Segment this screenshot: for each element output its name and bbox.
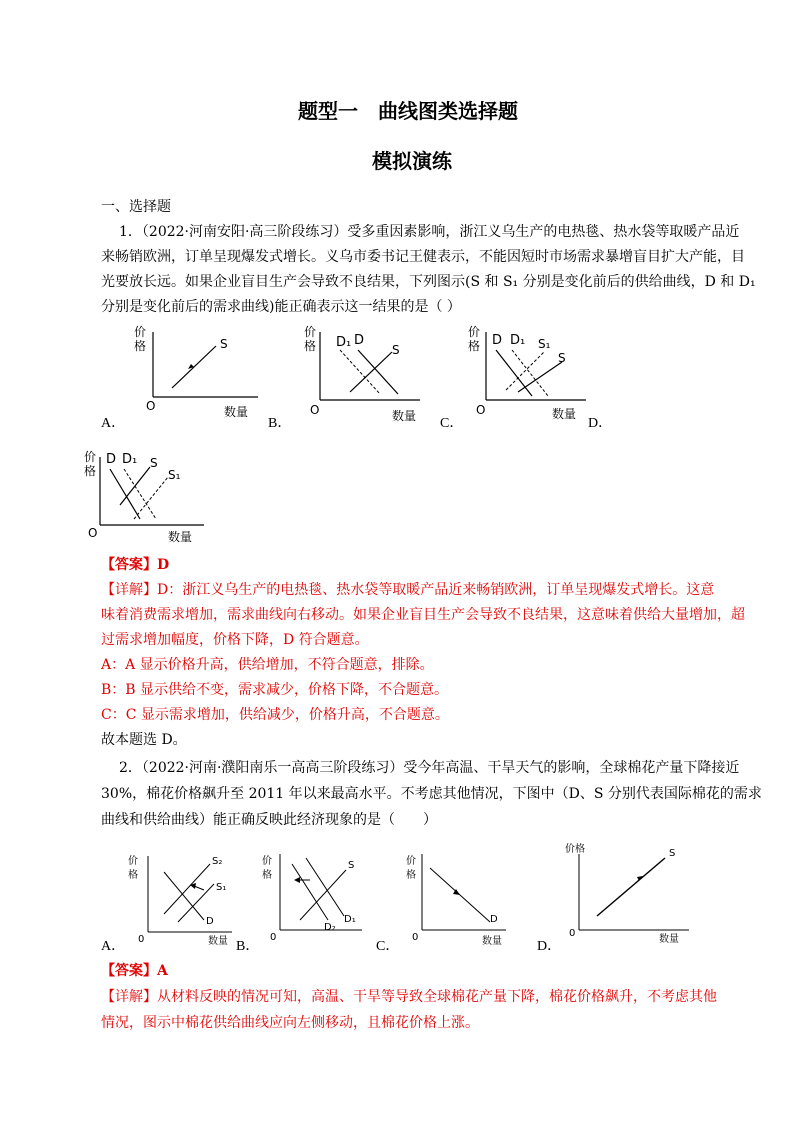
graph-label: 数量 [392,409,417,423]
graph-label: S [669,848,676,859]
supply-curve-s1 [134,477,168,519]
graph-label: 价格 [565,844,585,855]
q1-line2: 来畅销欧洲，订单呈现爆发式增长。义乌市委书记王健表示，不能因短时市场需求暴增盲目扩大产能，目 [101,249,745,265]
graph-label: 格 [128,870,138,881]
graph-label: O [476,403,486,417]
graph-label: D₁ [344,914,356,925]
graph-label: 价 [128,856,138,867]
graph-label: D₁ [510,333,526,348]
graph-label: O [88,526,98,540]
q1-detail-a: A：A 显示价格升高，供给增加，不符合题意，排除。 [101,657,434,673]
origin-label: O [146,399,156,413]
q2-graph-d [563,838,693,948]
q1-option-c: C． [440,416,464,431]
q1-detail-3: 过需求增加幅度，价格下降，D 符合题意。 [101,632,369,648]
q1-graph-a [128,322,268,422]
q2-answer: 【答案】A [101,963,168,979]
q1-graph-c [466,322,606,422]
graph-label: 价 [406,856,416,867]
q1-line1: 1．（2022·河南安阳·高三阶段练习）受多重因素影响，浙江义乌生产的电热毯、热水袋等取暖产品近 [119,224,740,240]
demand-curve-d [164,872,204,920]
q1-line3: 光要放长远。如果企业盲目生产会导致不良结果，下列图示(S 和 S₁ 分别是变化前后的供给曲线，D 和 D₁ [101,274,756,290]
section-heading: 一、选择题 [101,199,171,215]
graph-label: S₁ [168,468,181,482]
graph-label: S [150,456,158,470]
arrow-icon [294,877,300,883]
supply-curve-s [350,352,392,392]
q2-detail-1: 【详解】从材料反映的情况可知，高温、干旱等导致全球棉花产量下降，棉花价格飙升，不考虑其他 [101,989,717,1005]
q1-conclusion: 故本题选 D。 [101,732,187,748]
graph-label: 格 [468,339,481,353]
graph-label: 格 [84,464,97,478]
q1-option-d: D． [588,416,613,431]
demand-curve-d [110,469,140,519]
q1-detail-2: 味着消费需求增加，需求曲线向右移动。如果企业盲目生产会导致不良结果，这意味着供给大量增加，超 [101,607,745,623]
q2-option-b: B． [236,939,260,954]
q2-line2: 30%，棉花价格飙升至 2011 年以来最高水平。不考虑其他情况，下图中（D、S 分别代表国际棉花的需求 [101,786,762,802]
graph-label: D [490,914,498,925]
q2-line3: 曲线和供给曲线）能正确反映此经济现象的是（ ） [101,812,437,828]
graph-qty-label: 数量 [224,405,249,419]
supply-curve-s [597,858,665,916]
page-title: 题型一 曲线图类选择题 [298,99,518,123]
q2-graph-a [128,850,248,950]
graph-label: S [348,860,355,871]
graph-label: 0 [412,932,419,943]
graph-label: D [106,452,117,467]
graph-label: D [492,333,503,348]
graph-label: D₂ [324,922,336,933]
demand-curve-d2 [292,864,328,920]
graph-label: 0 [569,928,576,939]
graph-label: 数量 [659,934,679,945]
graph-label: 0 [138,934,145,945]
arrow-icon [190,883,196,889]
q1-detail-1: 【详解】D：浙江义乌生产的电热毯、热水袋等取暖产品近来畅销欧洲，订单呈现爆发式增长。这意 [101,582,715,598]
graph-label: 格 [304,339,317,353]
graph-label: O [310,403,320,417]
graph-label: 0 [270,932,277,943]
q1-graph-b [300,322,440,422]
q1-line4: 分别是变化前后的需求曲线)能正确表示这一结果的是（ ） [101,299,461,315]
graph-label: 价 [304,325,317,339]
page-subtitle: 模拟演练 [372,149,452,173]
q1-graph-d [84,447,224,547]
q1-answer: 【答案】D [101,557,170,573]
supply-curve-s [120,467,150,505]
graph-label: S [558,351,566,365]
graph-label: 价 [84,450,97,464]
q2-option-c: C． [376,939,400,954]
q2-option-a: A． [101,939,126,954]
graph-label: 格 [406,870,416,881]
graph-label: 价 [262,856,272,867]
q2-graph-c [406,850,516,950]
q1-option-b: B． [268,416,292,431]
graph-price-label: 格 [134,339,147,353]
graph-label: D₁ [122,452,138,467]
q1-detail-b: B：B 显示供给不变，需求减少，价格下降，不合题意。 [101,682,449,698]
demand-curve-d1 [340,350,380,394]
graph-label: 数量 [482,936,502,947]
graph-label: S₁ [216,882,227,893]
graph-label: D [354,333,365,348]
supply-curve-s2 [164,864,210,914]
q2-detail-2: 情况，图示中棉花供给曲线应向左侧移动，且棉花价格上涨。 [101,1015,479,1031]
graph-label: 数量 [168,530,193,544]
graph-label: S [392,343,400,357]
graph-label: S₂ [212,856,223,867]
graph-label: D [206,916,214,927]
shift-arrow [194,886,204,890]
label-s: S [220,337,228,351]
demand-curve-d [496,350,532,396]
demand-curve-d1 [512,350,548,396]
graph-label: 数量 [208,936,228,947]
q2-option-d: D． [537,939,562,954]
q1-option-a: A． [101,416,126,431]
q2-graph-b [262,850,382,950]
graph-label: 价 [468,325,481,339]
graph-label: 格 [262,870,272,881]
q1-detail-c: C：C 显示需求增加，供给减少，价格升高，不合题意。 [101,707,449,723]
graph-price-label: 价 [134,325,147,339]
graph-label: S₁ [538,337,551,351]
graph-label: D₁ [336,335,352,350]
q2-line1: 2．（2022·河南·濮阳南乐一高高三阶段练习）受今年高温、干旱天气的影响，全球棉花产量下降接近 [119,760,740,776]
graph-label: 数量 [552,407,577,421]
